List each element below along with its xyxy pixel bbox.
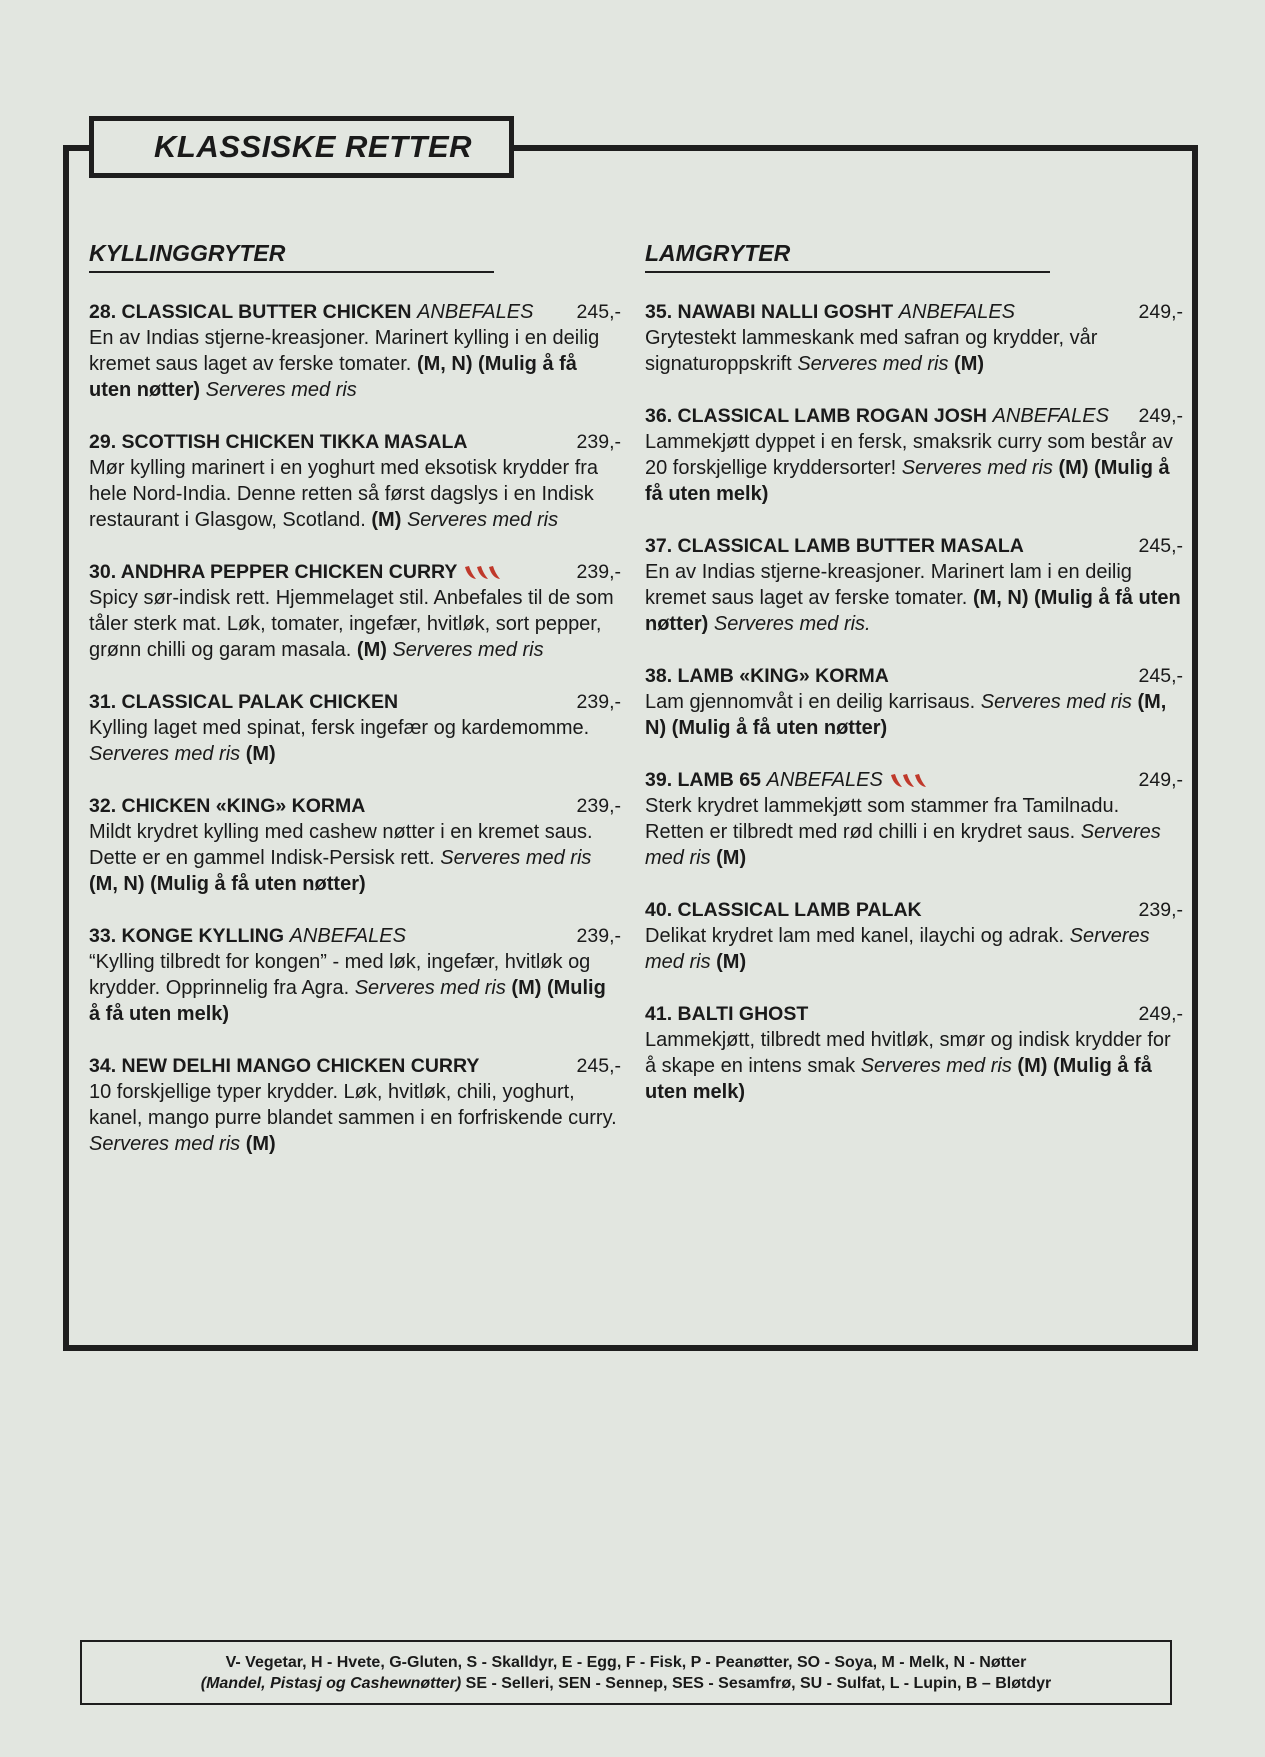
served-with: Serveres med ris (89, 1133, 241, 1155)
item-price: 245,- (1138, 665, 1183, 687)
item-name: 38. LAMB «KING» KORMA (645, 665, 889, 687)
menu-item (89, 793, 621, 897)
item-description: Grytestekt lammeskank med safran og krydder, vår signaturoppskrift (645, 327, 1098, 375)
menu-item (645, 897, 1183, 975)
item-name: 36. CLASSICAL LAMB ROGAN JOSH (645, 405, 988, 427)
served-with: Serveres med ris (645, 925, 1150, 973)
item-allergens: (M) (245, 743, 276, 765)
item-price: 249,- (1138, 1003, 1183, 1025)
legend-line1: V- Vegetar, H - Hvete, G-Gluten, S - Skalldyr, E - Egg, F - Fisk, P - Peanøtter, SO - Soya, M - Melk, N - Nøtter (225, 1653, 1027, 1671)
item-description: “Kylling tilbredt for kongen” - med løk, ingefær, hvitløk og krydder. Opprinnelig fra Agra. (89, 951, 591, 999)
served-with: Serveres med ris. (713, 613, 871, 635)
lamb-column (645, 240, 1183, 1131)
item-price: 239,- (576, 691, 621, 713)
item-description: Delikat krydret lam med kanel, ilaychi og adrak. (645, 925, 1065, 947)
chili-icon (889, 772, 929, 790)
title-box (89, 116, 514, 178)
section-heading-chicken: KYLLINGGRYTER (89, 240, 494, 273)
served-with: Serveres med ris (205, 379, 357, 401)
menu-item (89, 559, 621, 663)
item-allergens: (M) (356, 639, 387, 661)
item-price: 239,- (576, 561, 621, 583)
item-price: 245,- (1138, 535, 1183, 557)
item-description: Lammekjøtt, tilbredt med hvitløk, smør og indisk krydder for å skape en intens smak (645, 1029, 1171, 1077)
served-with: Serveres med ris (645, 821, 1161, 869)
item-name: 39. LAMB 65 (645, 769, 761, 791)
recommend-label: ANBEFALES (992, 405, 1109, 427)
item-allergens: (M, N) (Mulig å få uten nøtter) (89, 873, 366, 895)
menu-item (89, 923, 621, 1027)
item-allergens: (M) (Mulig å få uten melk) (645, 1055, 1152, 1103)
item-name: 28. CLASSICAL BUTTER CHICKEN (89, 301, 412, 323)
item-name: 35. NAWABI NALLI GOSHT (645, 301, 894, 323)
item-description: En av Indias stjerne-kreasjoner. Marinert kylling i en deilig kremet saus laget av ferske tomater. (89, 327, 600, 375)
served-with: Serveres med ris (354, 977, 506, 999)
menu-item (89, 1053, 621, 1157)
item-price: 245,- (576, 1055, 621, 1077)
menu-item (89, 429, 621, 533)
item-description: Sterk krydret lammekjøtt som stammer fra Tamilnadu. Retten er tilbredt med rød chilli i en krydret saus. (645, 795, 1120, 843)
menu-item (645, 1001, 1183, 1105)
item-price: 239,- (576, 795, 621, 817)
item-name: 40. CLASSICAL LAMB PALAK (645, 899, 922, 921)
item-allergens: (M) (Mulig å få uten melk) (645, 457, 1170, 505)
section-heading-lamb: LAMGRYTER (645, 240, 1050, 273)
served-with: Serveres med ris (406, 509, 559, 531)
item-price: 245,- (576, 301, 621, 323)
item-name: 33. KONGE KYLLING (89, 925, 285, 947)
recommend-label: ANBEFALES (898, 301, 1016, 323)
item-description: Mildt krydret kylling med cashew nøtter i en kremet saus. Dette er en gammel Indisk-Persisk rett. (89, 821, 593, 869)
recommend-label: ANBEFALES (766, 769, 883, 791)
item-name: 37. CLASSICAL LAMB BUTTER MASALA (645, 535, 1024, 557)
legend-line2-rest: SE - Selleri, SEN - Sennep, SES - Sesamfrø, SU - Sulfat, L - Lupin, B – Bløtdyr (461, 1674, 1052, 1692)
item-description: Lammekjøtt dyppet i en fersk, smaksrik curry som består av 20 forskjellige kryddersorter! (645, 431, 1173, 479)
item-price: 239,- (1138, 899, 1183, 921)
item-allergens: (M) (371, 509, 402, 531)
item-allergens: (M) (Mulig å få uten melk) (89, 977, 606, 1025)
page-title: KLASSISKE RETTER (154, 129, 473, 164)
item-description: Spicy sør-indisk rett. Hjemmelaget stil. Anbefales til de som tåler sterk mat. Løk, tomater, ingefær, hvitløk, sort pepper, grønn chilli og garam masala. (89, 587, 614, 661)
menu-item (645, 533, 1183, 637)
item-price: 249,- (1138, 405, 1183, 427)
item-description: Kylling laget med spinat, fersk ingefær og kardemomme. (89, 717, 590, 739)
item-name: 30. ANDHRA PEPPER CHICKEN CURRY (89, 561, 458, 583)
item-price: 249,- (1138, 769, 1183, 791)
item-description: Mør kylling marinert i en yoghurt med eksotisk krydder fra hele Nord-India. Denne retten så først dagslys i en Indisk restaurant i Glasgow, Scotland. (89, 457, 599, 531)
served-with: Serveres med ris (797, 353, 949, 375)
item-allergens: (M, N) (Mulig å få uten nøtter) (645, 587, 1181, 635)
menu-item (89, 299, 621, 403)
item-allergens: (M, N) (Mulig å få uten nøtter) (89, 353, 577, 401)
recommend-label: ANBEFALES (289, 925, 406, 947)
menu-item (645, 663, 1183, 741)
item-price: 239,- (576, 925, 621, 947)
item-allergens: (M, N) (Mulig å få uten nøtter) (645, 691, 1167, 739)
item-description: 10 forskjellige typer krydder. Løk, hvitløk, chili, yoghurt, kanel, mango purre blandet sammen i en forfriskende curry. (89, 1081, 617, 1129)
menu-item (645, 403, 1183, 507)
menu-item (645, 767, 1183, 871)
item-name: 29. SCOTTISH CHICKEN TIKKA MASALA (89, 431, 468, 453)
recommend-label: ANBEFALES (417, 301, 534, 323)
item-name: 31. CLASSICAL PALAK CHICKEN (89, 691, 399, 713)
chicken-column (89, 240, 621, 1183)
item-allergens: (M) (716, 847, 747, 869)
item-allergens: (M) (954, 353, 985, 375)
chili-icon (463, 564, 503, 582)
item-allergens: (M) (716, 951, 747, 973)
item-name: 34. NEW DELHI MANGO CHICKEN CURRY (89, 1055, 480, 1077)
menu-item (645, 299, 1183, 377)
served-with: Serveres med ris (392, 639, 544, 661)
served-with: Serveres med ris (860, 1055, 1012, 1077)
item-price: 239,- (576, 431, 621, 453)
allergen-legend (80, 1640, 1172, 1705)
item-description: Lam gjennomvåt i en deilig karrisaus. (645, 691, 976, 713)
served-with: Serveres med ris (89, 743, 241, 765)
served-with: Serveres med ris (980, 691, 1132, 713)
menu-item (89, 689, 621, 767)
item-allergens: (M) (245, 1133, 276, 1155)
served-with: Serveres med ris (440, 847, 592, 869)
legend-line2-italic: (Mandel, Pistasj og Cashewnøtter) (200, 1674, 462, 1692)
served-with: Serveres med ris (901, 457, 1053, 479)
item-name: 41. BALTI GHOST (645, 1003, 809, 1025)
item-name: 32. CHICKEN «KING» KORMA (89, 795, 366, 817)
item-price: 249,- (1138, 301, 1183, 323)
item-description: En av Indias stjerne-kreasjoner. Marinert lam i en deilig kremet saus laget av ferske tomater. (645, 561, 1132, 609)
